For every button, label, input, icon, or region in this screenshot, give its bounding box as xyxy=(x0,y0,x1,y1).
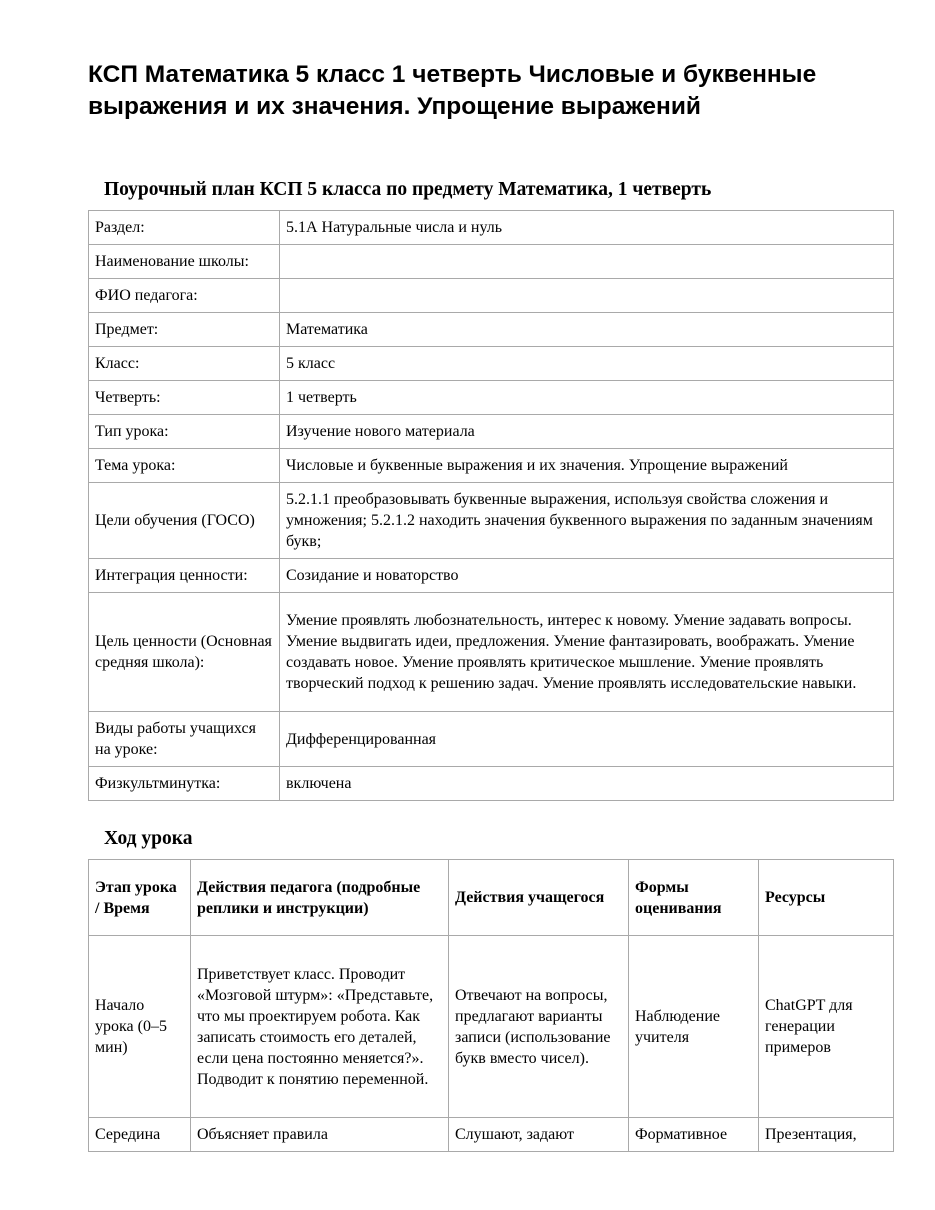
row-label: Цель ценности (Основная средняя школа): xyxy=(89,593,280,712)
table-row xyxy=(89,449,894,483)
row-value: 5 класс xyxy=(280,347,894,381)
table-row xyxy=(89,279,894,313)
table-row xyxy=(89,211,894,245)
column-header-assessment: Формы оценивания xyxy=(629,860,759,936)
row-value: Созидание и новаторство xyxy=(280,559,894,593)
row-label: Тема урока: xyxy=(89,449,280,483)
row-label: Интеграция ценности: xyxy=(89,559,280,593)
table-row xyxy=(89,936,894,1118)
row-label: ФИО педагога: xyxy=(89,279,280,313)
lesson-plan-table xyxy=(88,210,894,801)
row-label: Тип урока: xyxy=(89,415,280,449)
row-value: 1 четверть xyxy=(280,381,894,415)
student-actions-cell: Слушают, задают xyxy=(449,1118,629,1152)
table-row xyxy=(89,245,894,279)
table-row xyxy=(89,767,894,801)
row-value: Умение проявлять любознательность, интерес к новому. Умение задавать вопросы. Умение выдвигать идеи, предложения. Умение фантазировать, воображать. Умение создавать новое. Умение проявлять критическое мышление. Умение проявлять творческий подход к решению задач. Умение проявлять исследовательские навыки. xyxy=(280,593,894,712)
column-header-stage: Этап урока / Время xyxy=(89,860,191,936)
resources-cell: ChatGPT для генерации примеров xyxy=(759,936,894,1118)
stage-cell: Середина xyxy=(89,1118,191,1152)
stage-cell: Начало урока (0–5 мин) xyxy=(89,936,191,1118)
row-label: Четверть: xyxy=(89,381,280,415)
course-heading: Ход урока xyxy=(104,828,193,849)
row-value: Математика xyxy=(280,313,894,347)
row-value: Изучение нового материала xyxy=(280,415,894,449)
row-value xyxy=(280,279,894,313)
row-label: Класс: xyxy=(89,347,280,381)
row-value: 5.2.1.1 преобразовывать буквенные выражения, используя свойства сложения и умножения; 5.2.1.2 находить значения буквенного выражения по заданным значениям букв; xyxy=(280,483,894,559)
row-value: Числовые и буквенные выражения и их значения. Упрощение выражений xyxy=(280,449,894,483)
table-header-row xyxy=(89,860,894,936)
resources-cell: Презентация, xyxy=(759,1118,894,1152)
teacher-actions-cell: Объясняет правила xyxy=(191,1118,449,1152)
column-header-resources: Ресурсы xyxy=(759,860,894,936)
lesson-course-table xyxy=(88,859,894,1152)
document-title: КСП Математика 5 класс 1 четверть Числовые и буквенные выражения и их значения. Упрощение выражений xyxy=(88,61,817,120)
row-label: Раздел: xyxy=(89,211,280,245)
row-label: Цели обучения (ГОСО) xyxy=(89,483,280,559)
row-label: Физкультминутка: xyxy=(89,767,280,801)
plan-heading: Поурочный план КСП 5 класса по предмету Математика, 1 четверть xyxy=(104,179,712,200)
column-header-student-actions: Действия учащегося xyxy=(449,860,629,936)
table-row xyxy=(89,483,894,559)
row-value xyxy=(280,245,894,279)
student-actions-cell: Отвечают на вопросы, предлагают варианты записи (использование букв вместо чисел). xyxy=(449,936,629,1118)
row-label: Предмет: xyxy=(89,313,280,347)
row-label: Виды работы учащихся на уроке: xyxy=(89,712,280,767)
table-row xyxy=(89,559,894,593)
table-row xyxy=(89,1118,894,1152)
table-row xyxy=(89,593,894,712)
row-value: 5.1А Натуральные числа и нуль xyxy=(280,211,894,245)
table-row xyxy=(89,381,894,415)
row-value: Дифференцированная xyxy=(280,712,894,767)
assessment-cell: Формативное xyxy=(629,1118,759,1152)
table-row xyxy=(89,347,894,381)
assessment-cell: Наблюдение учителя xyxy=(629,936,759,1118)
row-label: Наименование школы: xyxy=(89,245,280,279)
row-value: включена xyxy=(280,767,894,801)
table-row xyxy=(89,313,894,347)
table-row xyxy=(89,712,894,767)
teacher-actions-cell: Приветствует класс. Проводит «Мозговой штурм»: «Представьте, что мы проектируем робота. Как записать стоимость его деталей, если цена постоянно меняется?». Подводит к понятию переменной. xyxy=(191,936,449,1118)
table-row xyxy=(89,415,894,449)
column-header-teacher-actions: Действия педагога (подробные реплики и инструкции) xyxy=(191,860,449,936)
